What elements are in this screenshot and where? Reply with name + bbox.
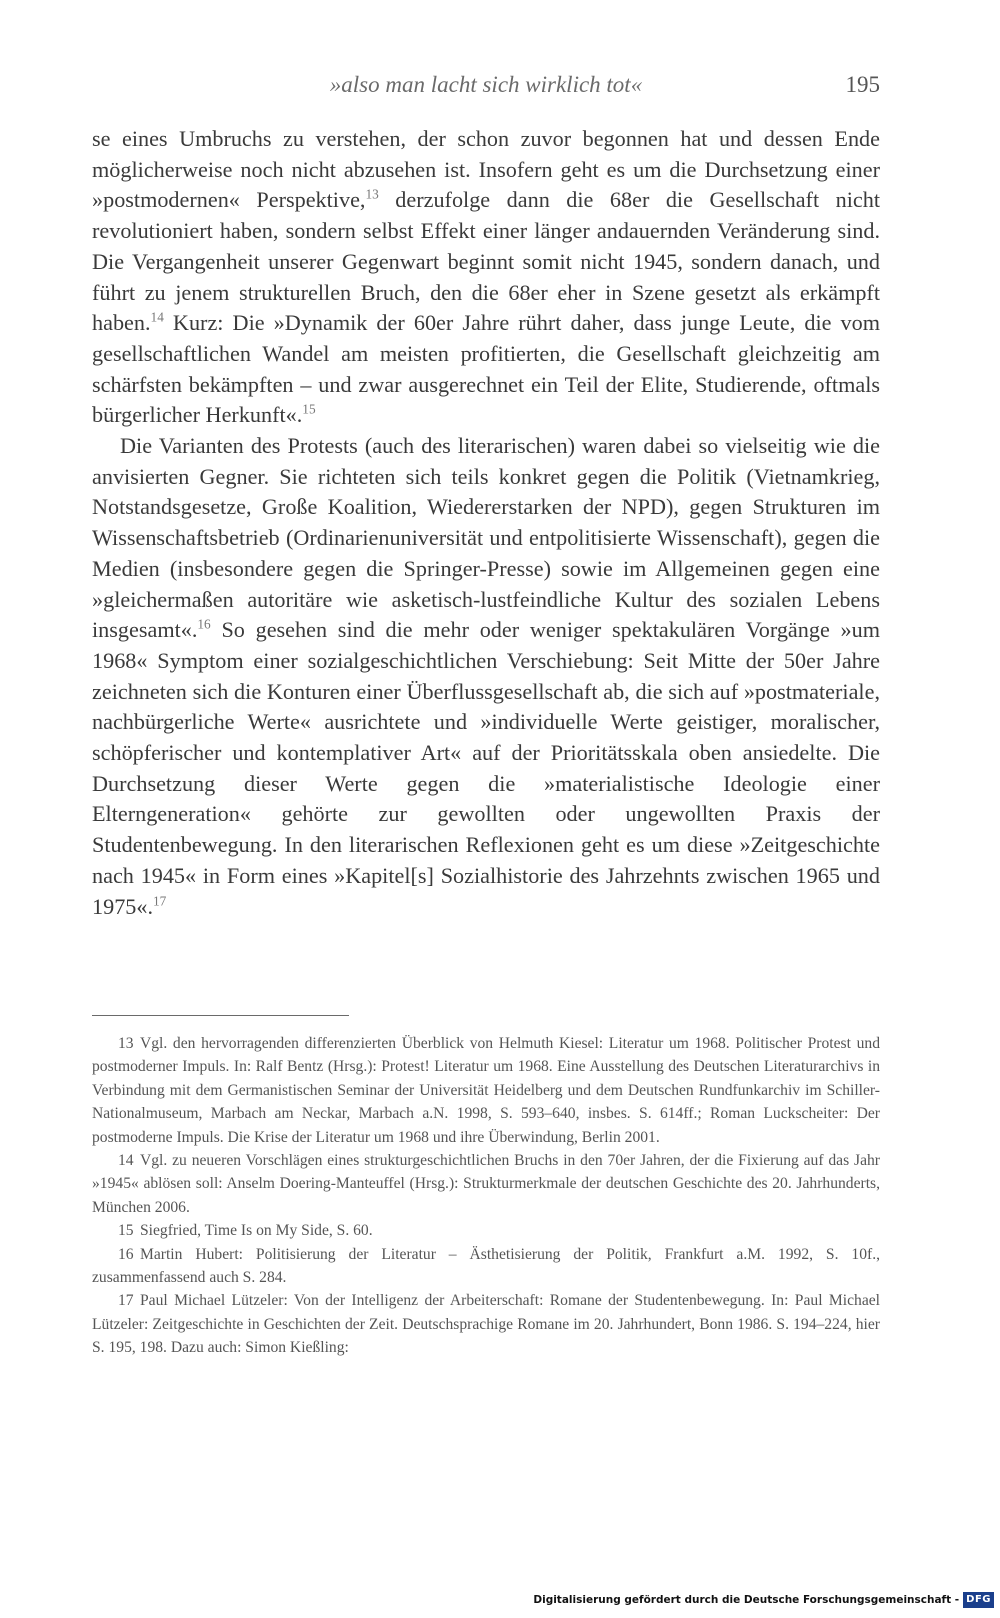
footnote-text: Vgl. den hervorragenden differenzierten Überblick von Helmuth Kiesel: Literatur um 1968. Politischer Protest und postmoderner Impuls. In: Ralf Bentz (Hrsg.): Protest! Literatur um 1968. Eine Ausstellung des Deutschen Literaturarchivs in Verbindung mit dem Germanistischen Seminar der Universität Heidelberg und dem Deutschen Rundfunkarchiv im Schiller-Nationalmuseum, Marbach am Neckar, Marbach a.N. 1998, S. 593–640, insbes. S. 614ff.; Roman Luckscheiter: Der postmoderne Impuls. Die Krise der Literatur um 1968 und ihre Überwindung, Berlin 2001.: [92, 1035, 880, 1146]
paragraph-2-text-a: Die Varianten des Protests (auch des literarischen) waren dabei so vielseitig wie die anvisierten Gegner. Sie richteten sich teils konkret gegen die Politik (Vietnamkrieg, Notstandsgesetze, Große Koalition, Wiedererstarken der NPD), gegen Strukturen im Wissenschaftsbetrieb (Ordinarienuniversität und entpolitisierte Wissenschaft), gegen die Medien (insbesondere gegen die Springer-Presse) sowie im Allgemeinen gegen eine »gleichermaßen autoritäre wie asketisch-lustfeindliche Kultur des sozialen Lebens insgesamt«.: [92, 433, 880, 643]
running-head: [92, 72, 880, 106]
footnotes: [92, 1032, 880, 1360]
paragraph-1-text-a: se eines Umbruchs zu verstehen, der schon zuvor begonnen hat und dessen Ende möglicherweise noch nicht abzusehen ist. Insofern geht es um die Durchsetzung einer »postmodernen« Perspektive,: [92, 126, 880, 213]
footnote-ref-15[interactable]: 15: [302, 401, 316, 417]
digitization-footer: [533, 1590, 994, 1610]
footnote-ref-17[interactable]: 17: [153, 893, 167, 909]
footnote-divider: [92, 1015, 349, 1016]
footnote-text: Paul Michael Lützeler: Von der Intelligenz der Arbeiterschaft: Romane der Studentenbewegung. In: Paul Michael Lützeler: Zeitgeschichte in Geschichten der Zeit. Deutschsprachige Romane im 20. Jahrhundert, Bonn 1986. S. 194–224, hier S. 195, 198. Dazu auch: Simon Kießling:: [92, 1292, 880, 1357]
running-title: »also man lacht sich wirklich tot«: [329, 72, 643, 97]
main-text: [92, 124, 880, 922]
footnote-17: [92, 1289, 880, 1359]
dfg-logo[interactable]: DFG: [963, 1592, 994, 1608]
footnote-number: 17: [118, 1292, 134, 1310]
footnote-ref-14[interactable]: 14: [150, 309, 164, 325]
footnote-16: [92, 1243, 880, 1290]
footnote-number: 15: [118, 1222, 134, 1240]
paragraph-2-text-b: So gesehen sind die mehr oder weniger spektakulären Vorgänge »um 1968« Symptom einer sozialgeschichtlichen Verschiebung: Seit Mitte der 50er Jahre zeichneten sich die Konturen einer Überflussgesellschaft ab, die sich auf »postmateriale, nachbürgerliche Werte« ausrichtete und »individuelle Werte geistiger, moralischer, schöpferischer und kontemplativer Art« auf der Prioritätsskala oben ansiedelte. Die Durchsetzung dieser Werte gegen die »materialistische Ideologie einer Elterngeneration« gehörte zur gewollten oder ungewollten Praxis der Studentenbewegung. In den literarischen Reflexionen geht es um diese »Zeitgeschichte nach 1945« in Form eines »Kapitel[s] Sozialhistorie des Jahrzehnts zwischen 1965 und 1975«.: [92, 617, 880, 919]
paragraph-1-text-c: Kurz: Die »Dynamik der 60er Jahre rührt daher, dass junge Leute, die vom gesellschaftlichen Wandel am meisten profitierten, die Gesellschaft gleichzeitig am schärfsten bekämpften – und zwar ausgerechnet ein Teil der Elite, Studierende, oftmals bürgerlicher Herkunft«.: [92, 310, 880, 428]
digitization-note: Digitalisierung gefördert durch die Deutsche Forschungsgemeinschaft -: [533, 1594, 960, 1606]
footnote-text: Vgl. zu neueren Vorschlägen eines strukturgeschichtlichen Bruchs in den 70er Jahren, der die Fixierung auf das Jahr »1945« ablösen soll: Anselm Doering-Manteuffel (Hrsg.): Strukturmerkmale der deutschen Geschichte des 20. Jahrhunderts, München 2006.: [92, 1152, 880, 1216]
footnote-text: Martin Hubert: Politisierung der Literatur – Ästhetisierung der Politik, Frankfurt a.M. 1992, S. 10f., zusammenfassend auch S. 284.: [92, 1245, 880, 1287]
paragraph-2: [92, 431, 880, 922]
footnote-15: [92, 1219, 880, 1242]
paragraph-1-text-b: derzufolge dann die 68er die Gesellschaft nicht revolutioniert haben, sondern selbst Effekt einer länger andauernden Veränderung sind. Die Vergangenheit unserer Gegenwart beginnt somit nicht 1945, sondern danach, und führt zu jenem strukturellen Bruch, den die 68er eher in Szene gesetzt als erkämpft haben.: [92, 187, 880, 336]
footnote-number: 16: [118, 1245, 134, 1263]
footnote-number: 14: [118, 1152, 134, 1170]
footnote-number: 13: [118, 1035, 134, 1052]
paragraph-1: [92, 124, 880, 431]
footnote-ref-16[interactable]: 16: [197, 616, 211, 632]
page-number: 195: [845, 72, 880, 97]
footnote-text: Siegfried, Time Is on My Side, S. 60.: [140, 1222, 373, 1240]
footnote-ref-13[interactable]: 13: [365, 187, 379, 203]
footnote-14: [92, 1149, 880, 1219]
footnote-13: [92, 1032, 880, 1149]
